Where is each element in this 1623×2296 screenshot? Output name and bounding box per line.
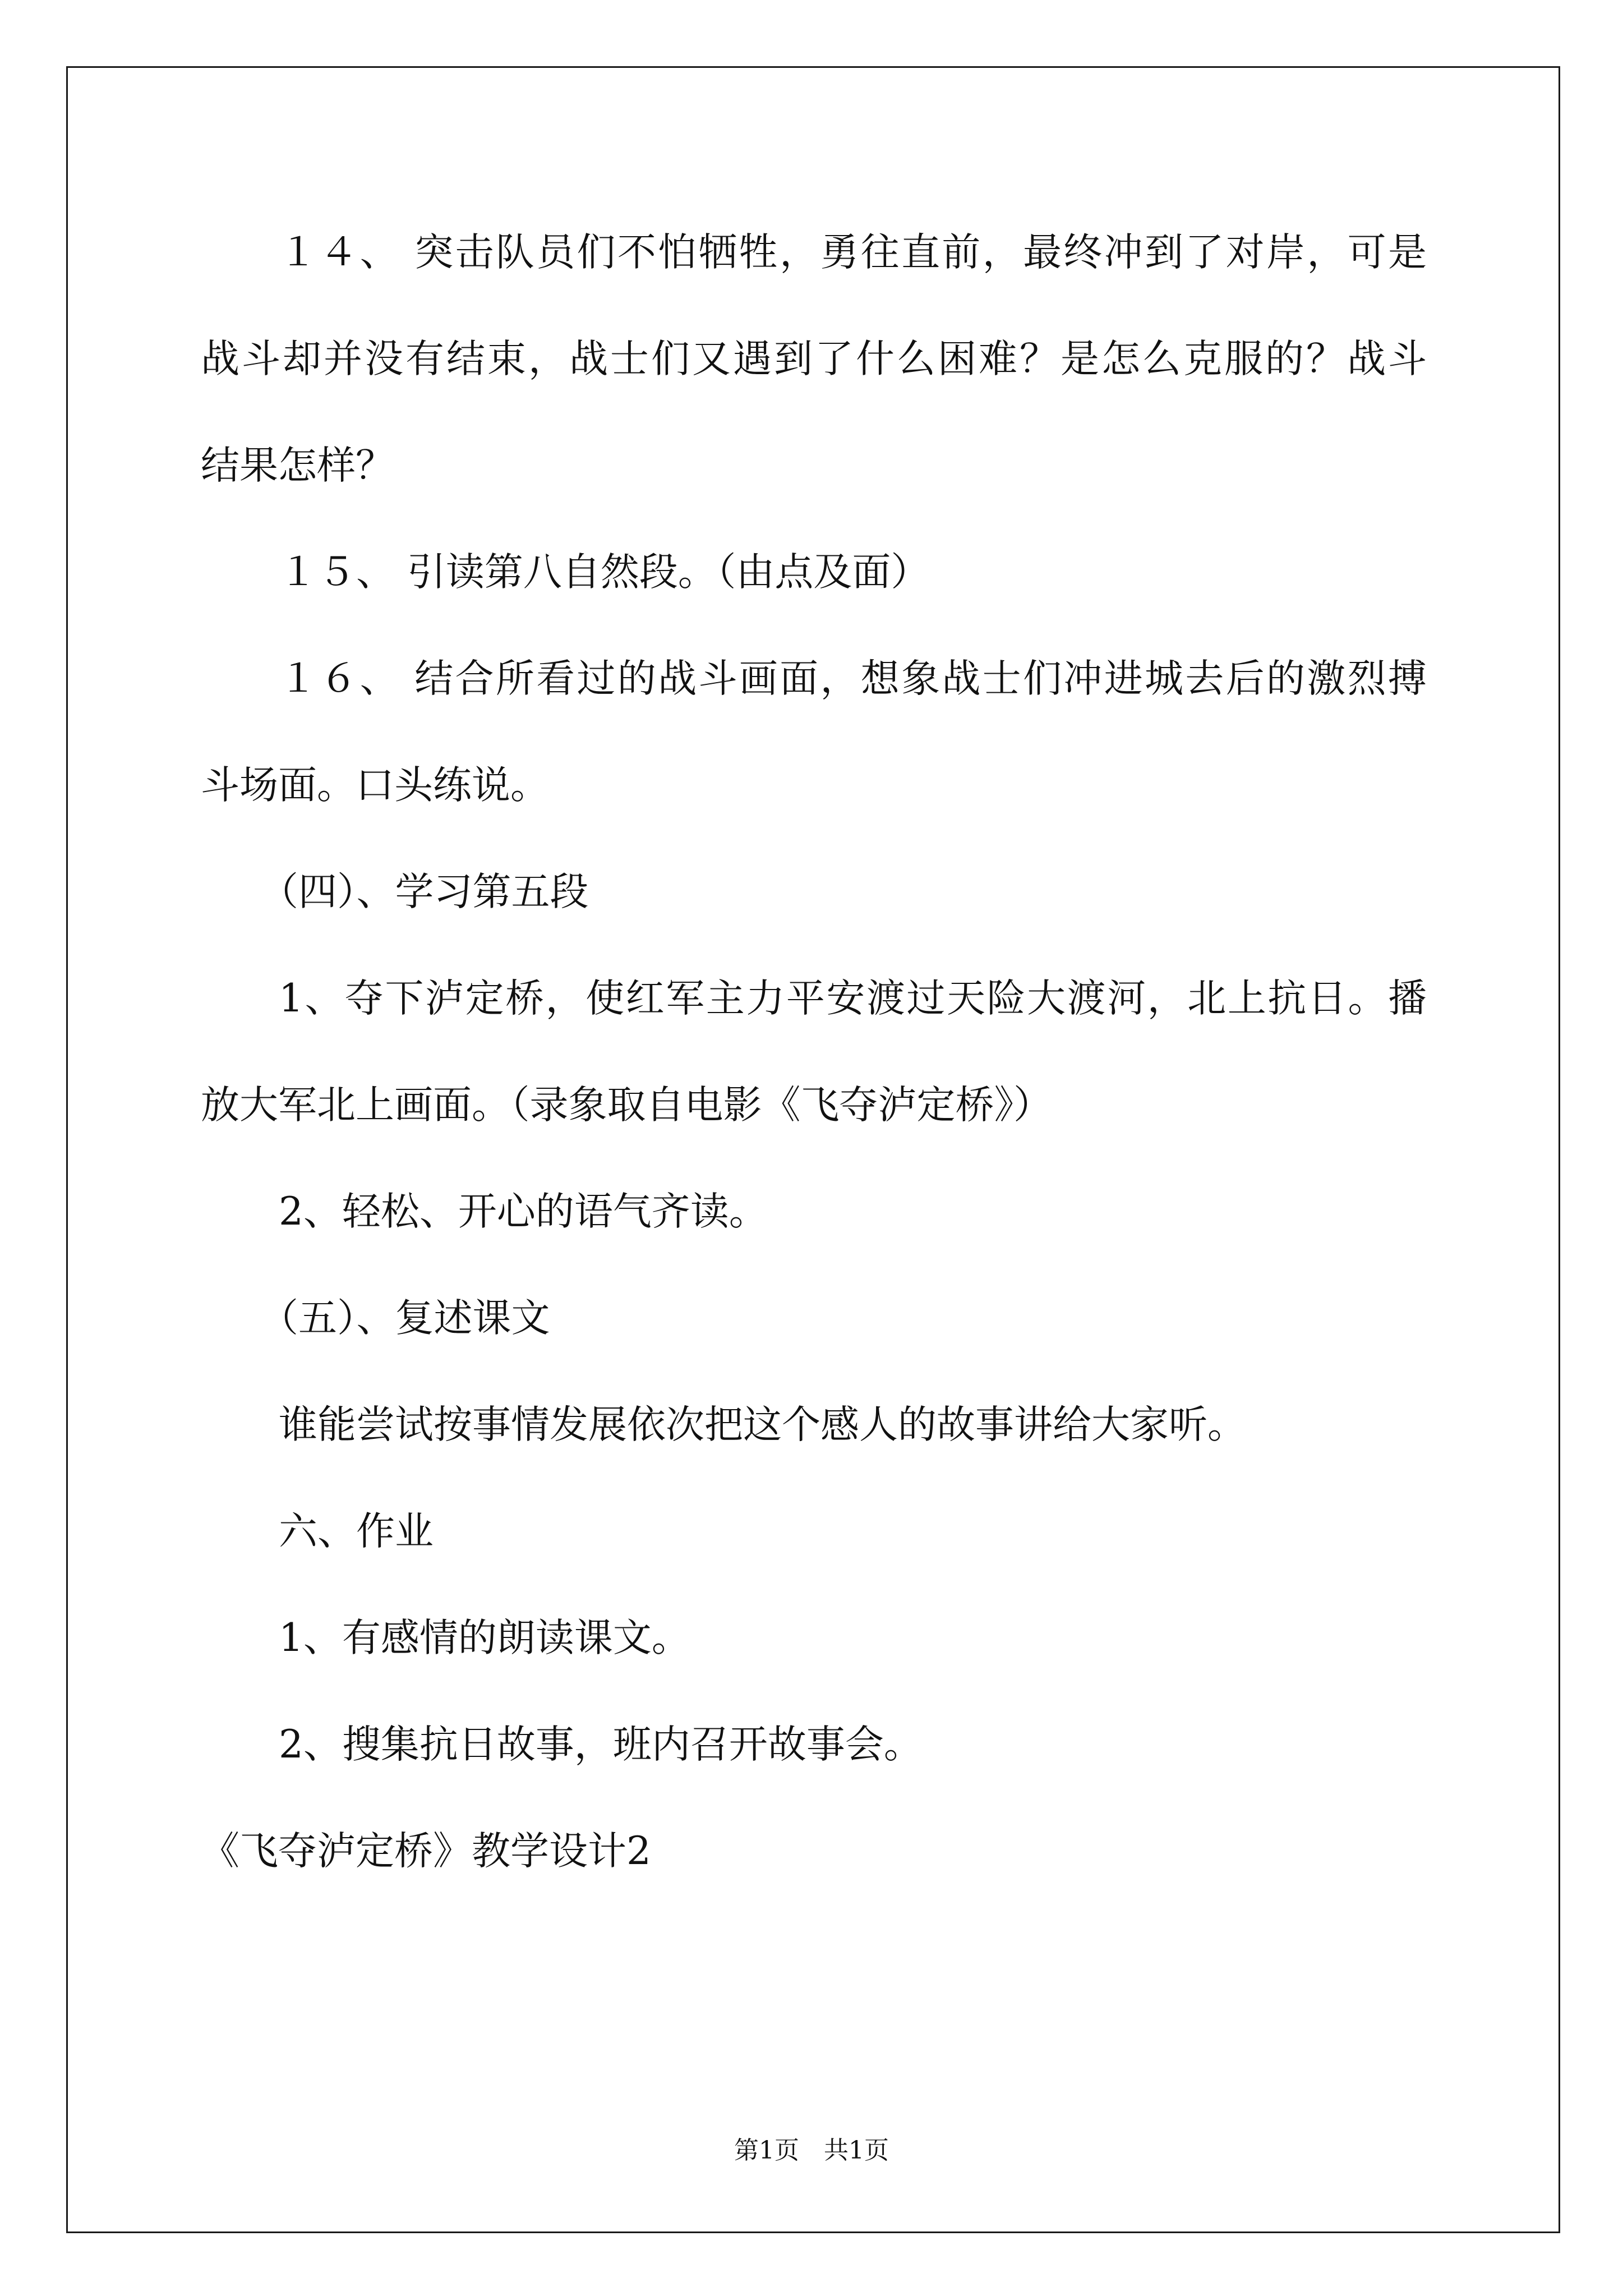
text-line: １４、 突击队员们不怕牺牲，勇往直前，最终冲到了对岸，可是 — [279, 230, 1427, 275]
document-title: 《飞夺泸定桥》教学设计2 — [201, 1829, 651, 1874]
text-line: １６、 结合所看过的战斗画面，想象战士们冲进城去后的激烈搏 — [279, 656, 1427, 701]
section-heading-4 — [201, 839, 1427, 945]
section-heading-5 — [201, 1265, 1427, 1372]
text-line: １５、 引读第八自然段。（由点及面） — [279, 550, 930, 595]
text-line: 结果怎样？ — [201, 443, 394, 488]
text-line: 战斗却并没有结束，战士们又遇到了什么困难？是怎么克服的？战斗 — [201, 337, 1427, 381]
paragraph-item-2 — [201, 1158, 1427, 1265]
paragraph-retell — [201, 1372, 1427, 1478]
document-heading — [201, 1798, 1427, 1904]
text-line: 谁能尝试按事情发展依次把这个感人的故事讲给大家听。 — [279, 1402, 1246, 1447]
page-number: 第1页 共1页 — [734, 2136, 889, 2165]
section-heading-homework — [201, 1478, 1427, 1585]
paragraph-item-1 — [201, 945, 1427, 1158]
paragraph-step-14 — [201, 199, 1427, 519]
text-line: 斗场面。口头练说。 — [201, 763, 549, 808]
homework-item-2 — [201, 1691, 1427, 1798]
paragraph-step-16 — [201, 625, 1427, 839]
text-line: 2、搜集抗日故事，班内召开故事会。 — [279, 1722, 923, 1767]
document-body — [201, 199, 1427, 1904]
section-heading: 六、作业 — [279, 1509, 434, 1554]
text-line: 1、夺下泸定桥，使红军主力平安渡过天险大渡河，北上抗日。播 — [279, 976, 1427, 1021]
homework-item-1 — [201, 1585, 1427, 1691]
text-line: 1、有感情的朗读课文。 — [279, 1616, 690, 1660]
paragraph-step-15 — [201, 519, 1427, 625]
text-line: 放大军北上画面。（录象取自电影《飞夺泸定桥》） — [201, 1083, 1052, 1128]
text-line: 2、轻松、开心的语气齐读。 — [279, 1189, 768, 1234]
section-heading: （五）、复述课文 — [260, 1296, 550, 1341]
section-heading: （四）、学习第五段 — [260, 869, 589, 914]
